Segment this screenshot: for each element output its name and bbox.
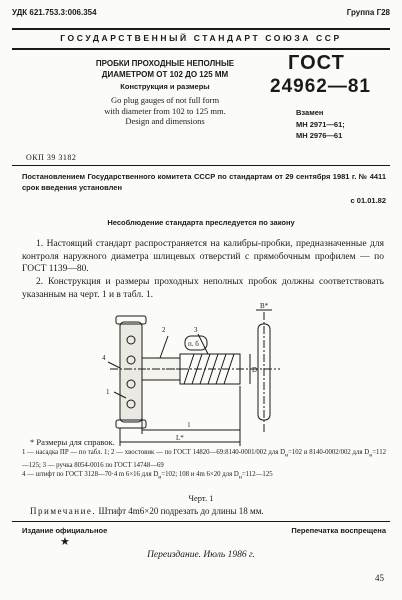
technical-drawing [90, 302, 320, 452]
label-d: D [252, 366, 258, 374]
title-en-line-1: Go plug gauges of not full form [110, 95, 220, 105]
paragraph-1: 1. Настоящий стандарт распространяется на калибры-пробки, предназначенные для контроля наружного диаметра шлицевых отверстий с прямобочным профилем — по ГОСТ 1139—80. [22, 239, 384, 274]
title-en-line-3: Design and dimensions [125, 116, 205, 126]
official-edition: Издание официальное [22, 526, 108, 535]
label-2: 2 [162, 326, 166, 334]
label-lstar: L* [176, 434, 184, 442]
figure-legend [22, 448, 386, 483]
reprint-prohibited: Перепечатка воспрещена [291, 526, 386, 535]
note-text: Штифт 4m6×20 подрезать до длины 18 мм. [96, 506, 264, 516]
label-b: B* [260, 302, 269, 310]
reedition-date: Переиздание. Июль 1986 г. [147, 550, 255, 560]
divider-top [12, 165, 390, 166]
legend-line-1: 1 — насадка ПР — по табл. 1; 2 — хвостовик — по ГОСТ 14820—69:8140-0001/002 для $D_н=102$ и 8140-0002/002 для $D_н=112—125$; 3 — ручка 8054-0016 по ГОСТ 14748—69 [22, 449, 386, 469]
page-number: 45 [375, 573, 384, 583]
title-ru-line-2: ДИАМЕТРОМ ОТ 102 ДО 125 ММ [101, 70, 229, 79]
effective-date: с 01.01.82 [350, 196, 386, 205]
title-en-line-2: with diameter from 102 to 125 mm. [104, 105, 226, 116]
standard-banner: ГОСУДАРСТВЕННЫЙ СТАНДАРТ СОЮЗА ССР [12, 28, 390, 50]
title-ru [70, 58, 260, 80]
star-icon: ★ [60, 536, 70, 548]
subtitle-ru: Конструкция и размеры [120, 82, 210, 91]
figure-caption: Черт. 1 [188, 493, 214, 503]
title-en [70, 95, 260, 127]
label-l: l [188, 421, 190, 429]
handle-body [120, 322, 142, 422]
title-ru-line-1: ПРОБКИ ПРОХОДНЫЕ НЕПОЛНЫЕ [95, 59, 235, 68]
divider-bottom [12, 521, 390, 522]
legend-line-2: 4 — штифт по ГОСТ 3128—70·4 m 6×16 для $D_н=102$; 108 и 4m 6×20 для $D_н=112—125$ [22, 471, 273, 481]
decree-text: Постановлением Государственного комитета СССР по стандартам от 29 сентября 1981 г. № 4411 срок введения установлен [22, 172, 386, 192]
replaces-item-1: МН 2971—61; [296, 120, 345, 129]
legal-notice: Несоблюдение стандарта преследуется по закону [107, 218, 295, 227]
gost-label: ГОСТ [288, 52, 345, 74]
okp-code: ОКП 39 3182 [26, 153, 77, 162]
gost-number: 24962—81 [270, 76, 371, 97]
reference-note: * Размеры для справок. [30, 437, 115, 447]
note-label: Примечание. [30, 506, 97, 516]
udk-code: УДК 621.753.3:006.354 [12, 8, 97, 17]
label-pb: п. б [188, 340, 199, 348]
header-row [12, 8, 390, 20]
note [30, 506, 386, 516]
label-1: 1 [106, 388, 110, 396]
replaces-label: Взамен [296, 108, 324, 117]
paragraph-2: 2. Конструкция и размеры проходных неполных пробок должны соответствовать указанным на черт. 1 и в табл. 1. [22, 277, 384, 300]
replaces-item-2: МН 2976—61 [296, 131, 343, 140]
label-4: 4 [102, 354, 106, 362]
group-code: Группа Г28 [346, 8, 390, 17]
label-3: 3 [194, 326, 198, 334]
